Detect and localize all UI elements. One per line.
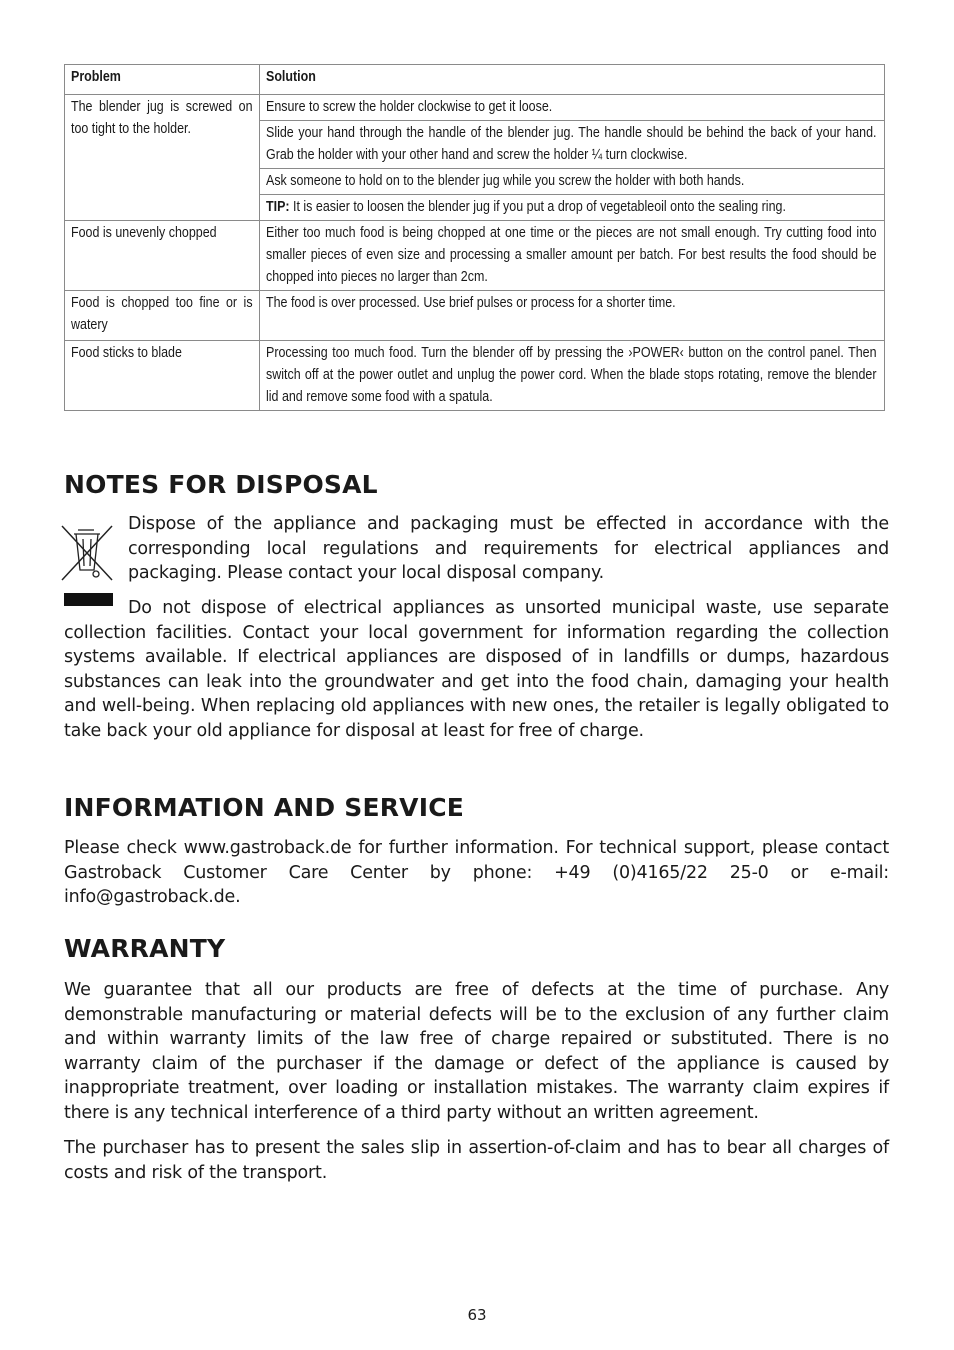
- solution-cell: Processing too much food. Turn the blender off by pressing the ›POWER‹ button on the control panel. Then switch off at the power outlet and unplug the power cord. When the blade stops rotating, remove the blender lid and remove some food with a spatula.: [260, 341, 885, 411]
- header-solution: Solution: [260, 65, 885, 95]
- warranty-heading: WARRANTY: [64, 934, 226, 963]
- solution-cell: [260, 195, 885, 221]
- disposal-paragraph-1: Dispose of the appliance and packaging must be effected in accordance with the corresponding local regulations and requirements for electrical appliances and packaging. Please contact your local disposal company.: [128, 514, 889, 583]
- solution-cell: Either too much food is being chopped at one time or the pieces are not small enough. Try cutting food into smaller pieces of even size and processing a smaller amount per batch. For best results the food should be chopped into pieces no larger than 2cm.: [260, 221, 885, 291]
- table-row: [65, 341, 885, 411]
- problem-cell: Food is unevenly chopped: [65, 221, 260, 291]
- solution-cell: Ensure to screw the holder clockwise to get it loose.: [260, 95, 885, 121]
- disposal-paragraph-2: Do not dispose of electrical appliances as unsorted municipal waste, use separate collection facilities. Contact your local government for information regarding the collection systems available. If electrical appliances are disposed of in landfills or dumps, hazardous substances can leak into the groundwater and get into the food chain, damaging your health and well-being. When replacing old appliances with new ones, the retailer is legally obligated to take back your old appliance for disposal at least for free of charge.: [64, 598, 889, 741]
- disposal-heading: NOTES FOR DISPOSAL: [64, 470, 378, 499]
- problem-cell: Food is chopped too fine or is watery: [65, 291, 260, 341]
- tip-label: TIP:: [266, 199, 290, 215]
- solution-cell: Slide your hand through the handle of the blender jug. The handle should be behind the back of your hand. Grab the holder with your other hand and screw the holder ¼ turn clockwise.: [260, 121, 885, 169]
- page-number: 63: [467, 1306, 487, 1324]
- tip-text: It is easier to loosen the blender jug if you put a drop of vegetableoil onto the sealing ring.: [293, 199, 786, 215]
- table-row: [65, 221, 885, 291]
- solution-cell: Ask someone to hold on to the blender jug while you screw the holder with both hands.: [260, 169, 885, 195]
- warranty-paragraph-2: The purchaser has to present the sales slip in assertion-of-claim and has to bear all charges of costs and risk of the transport.: [64, 1138, 889, 1183]
- warranty-paragraph-1: We guarantee that all our products are free of defects at the time of purchase. Any demonstrable manufacturing or material defects will be to the exclusion of any further claim and within warranty limits of the law free of charge repaired or substituted. There is no warranty claim of the purchaser if the damage or defect of the appliance is caused by inappropriate treatment, over loading or installation mistakes. The warranty claim expires if there is any technical interference of a third party without an written agreement.: [64, 980, 889, 1123]
- problem-cell: The blender jug is screwed on too tight to the holder.: [65, 95, 260, 221]
- table-header-row: [65, 65, 885, 95]
- solution-cell: The food is over processed. Use brief pulses or process for a shorter time.: [260, 291, 885, 341]
- problem-cell: Food sticks to blade: [65, 341, 260, 411]
- table-row: [65, 291, 885, 341]
- service-heading: INFORMATION AND SERVICE: [64, 793, 465, 822]
- service-paragraph: Please check www.gastroback.de for further information. For technical support, please contact Gastroback Customer Care Center by phone: +49 (0)4165/22 25-0 or e-mail: info@gastroback.de.: [64, 838, 889, 907]
- header-problem: Problem: [65, 65, 260, 95]
- table-row: [65, 95, 885, 121]
- troubleshooting-table: [64, 64, 885, 411]
- crossed-out-wheelie-bin-icon: [58, 522, 116, 584]
